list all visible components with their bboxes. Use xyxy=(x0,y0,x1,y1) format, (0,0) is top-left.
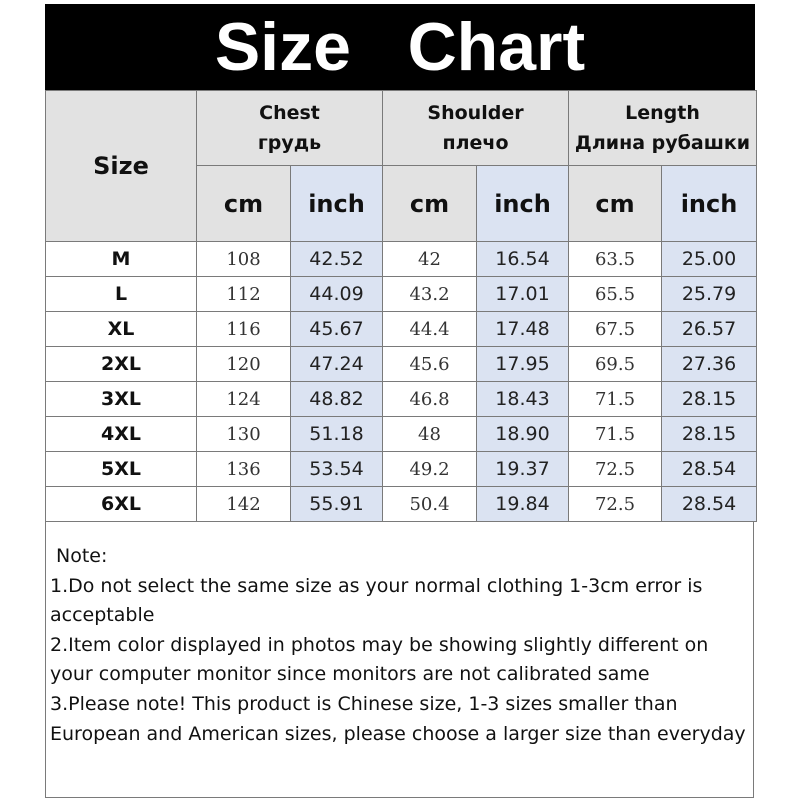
chest-cm-cell: 112 xyxy=(197,277,291,312)
chest-inch-cell: 45.67 xyxy=(291,312,383,347)
shoulder-inch-cell: 19.37 xyxy=(477,452,569,487)
shoulder-inch-cell: 16.54 xyxy=(477,242,569,277)
chest-cm-cell: 116 xyxy=(197,312,291,347)
shoulder-cm-cell: 48 xyxy=(383,417,477,452)
chest-inch-cell: 47.24 xyxy=(291,347,383,382)
length-inch-cell: 28.15 xyxy=(662,382,757,417)
shoulder-cm-cell: 50.4 xyxy=(383,487,477,522)
chest-inch-cell: 44.09 xyxy=(291,277,383,312)
title-banner xyxy=(45,4,755,90)
shoulder-label-ru: плечо xyxy=(442,132,509,154)
table-row xyxy=(46,452,757,487)
size-label-cell: XL xyxy=(46,312,197,347)
length-cm-cell: 72.5 xyxy=(569,452,662,487)
shoulder-cm-cell: 45.6 xyxy=(383,347,477,382)
table-row xyxy=(46,487,757,522)
shoulder-inch-cell: 19.84 xyxy=(477,487,569,522)
table-row xyxy=(46,417,757,452)
chest-label: Chest xyxy=(259,102,320,124)
length-cm-cell: 72.5 xyxy=(569,487,662,522)
header-row-groups xyxy=(46,91,757,166)
length-inch-cell: 27.36 xyxy=(662,347,757,382)
length-inch-cell: 25.00 xyxy=(662,242,757,277)
length-label: Length xyxy=(625,102,700,124)
length-label-ru: Длина рубашки xyxy=(574,132,751,154)
shoulder-cm-cell: 44.4 xyxy=(383,312,477,347)
chest-cm-cell: 142 xyxy=(197,487,291,522)
chest-cm-cell: 130 xyxy=(197,417,291,452)
length-inch-cell: 26.57 xyxy=(662,312,757,347)
size-label-cell: L xyxy=(46,277,197,312)
length-inch-cell: 28.15 xyxy=(662,417,757,452)
length-cm-cell: 69.5 xyxy=(569,347,662,382)
table-row xyxy=(46,242,757,277)
length-inch-cell: 28.54 xyxy=(662,452,757,487)
size-label-cell: 2XL xyxy=(46,347,197,382)
chest-inch-cell: 42.52 xyxy=(291,242,383,277)
unit-header-length-inch: inch xyxy=(662,166,757,242)
chest-cm-cell: 120 xyxy=(197,347,291,382)
size-label-cell: 6XL xyxy=(46,487,197,522)
unit-header-chest-cm: cm xyxy=(197,166,291,242)
chest-label-ru: грудь xyxy=(257,132,322,154)
note-item: 2.Item color displayed in photos may be showing slightly different on your computer monitor since monitors are not calibrated same xyxy=(50,633,709,686)
size-label-cell: 4XL xyxy=(46,417,197,452)
length-cm-cell: 65.5 xyxy=(569,277,662,312)
size-rows xyxy=(46,242,757,522)
notes-panel xyxy=(45,522,754,798)
chest-cm-cell: 124 xyxy=(197,382,291,417)
length-inch-cell: 25.79 xyxy=(662,277,757,312)
chest-inch-cell: 53.54 xyxy=(291,452,383,487)
shoulder-header xyxy=(383,91,569,166)
size-label-cell: 5XL xyxy=(46,452,197,487)
shoulder-cm-cell: 46.8 xyxy=(383,382,477,417)
table-row xyxy=(46,312,757,347)
shoulder-label: Shoulder xyxy=(427,102,524,124)
unit-header-shoulder-cm: cm xyxy=(383,166,477,242)
size-column-header: Size xyxy=(46,91,197,242)
chest-inch-cell: 55.91 xyxy=(291,487,383,522)
length-inch-cell: 28.54 xyxy=(662,487,757,522)
note-item: 1.Do not select the same size as your normal clothing 1-3cm error is acceptable xyxy=(50,574,703,627)
chest-cm-cell: 108 xyxy=(197,242,291,277)
unit-header-length-cm: cm xyxy=(569,166,662,242)
length-cm-cell: 67.5 xyxy=(569,312,662,347)
page-title: Size Chart xyxy=(214,9,586,85)
unit-header-chest-inch: inch xyxy=(291,166,383,242)
shoulder-inch-cell: 17.01 xyxy=(477,277,569,312)
size-chart-table xyxy=(45,90,757,522)
unit-header-shoulder-inch: inch xyxy=(477,166,569,242)
chest-inch-cell: 51.18 xyxy=(291,417,383,452)
chest-header xyxy=(197,91,383,166)
shoulder-cm-cell: 42 xyxy=(383,242,477,277)
length-cm-cell: 71.5 xyxy=(569,417,662,452)
table-row xyxy=(46,347,757,382)
table-row xyxy=(46,382,757,417)
shoulder-inch-cell: 17.95 xyxy=(477,347,569,382)
size-label-cell: 3XL xyxy=(46,382,197,417)
chest-inch-cell: 48.82 xyxy=(291,382,383,417)
shoulder-cm-cell: 49.2 xyxy=(383,452,477,487)
size-label-cell: M xyxy=(46,242,197,277)
shoulder-inch-cell: 18.90 xyxy=(477,417,569,452)
length-header xyxy=(569,91,757,166)
note-item: 3.Please note! This product is Chinese size, 1-3 sizes smaller than European and American sizes, please choose a larger size than everyday xyxy=(50,692,746,745)
shoulder-inch-cell: 18.43 xyxy=(477,382,569,417)
length-cm-cell: 63.5 xyxy=(569,242,662,277)
table-row xyxy=(46,277,757,312)
chest-cm-cell: 136 xyxy=(197,452,291,487)
shoulder-cm-cell: 43.2 xyxy=(383,277,477,312)
length-cm-cell: 71.5 xyxy=(569,382,662,417)
shoulder-inch-cell: 17.48 xyxy=(477,312,569,347)
notes-title: Note: xyxy=(56,545,108,567)
